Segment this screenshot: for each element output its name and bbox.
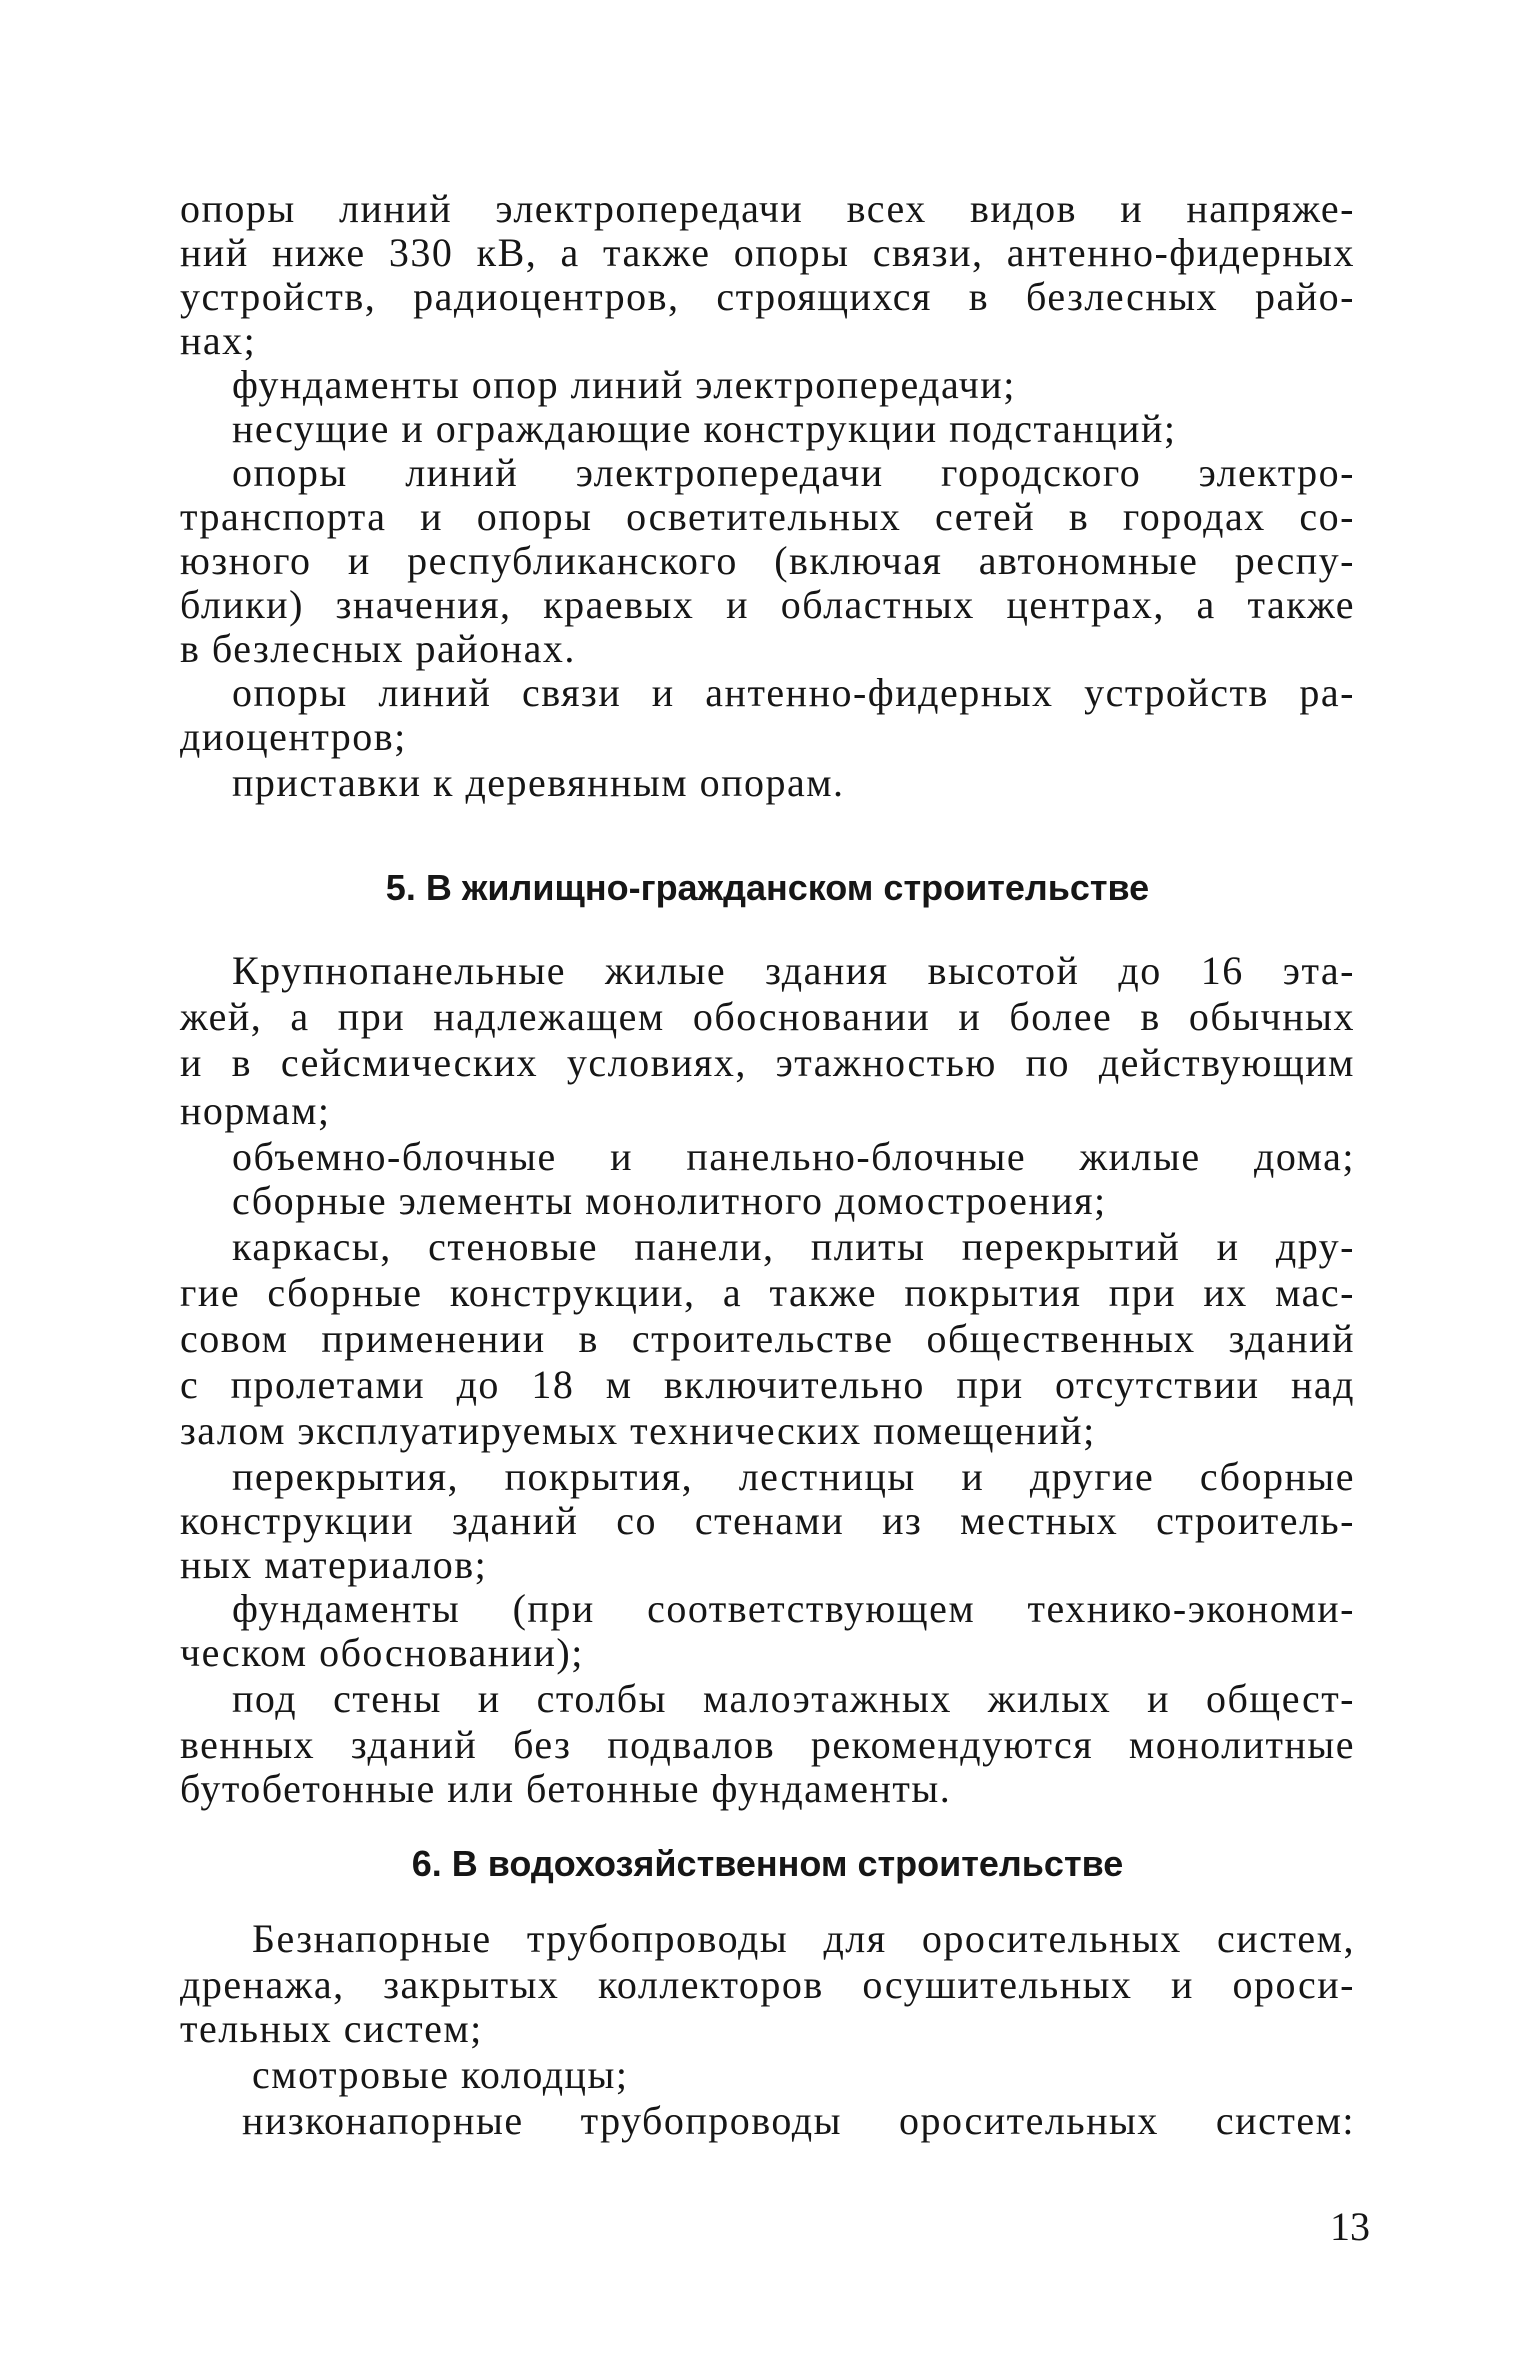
text-line: тельных систем;	[180, 2006, 483, 2051]
text-line: фундаменты опор линий электропередачи;	[232, 362, 1016, 407]
text-line: венных зданий без подвалов рекомендуются монолитные	[180, 1722, 1355, 1767]
text-line: опоры линий электропередачи всех видов и напряже-	[180, 186, 1355, 231]
section-heading: 5. В жилищно-гражданском строительстве	[385, 867, 1150, 908]
text-line: с пролетами до 18 м включительно при отсутствии над	[180, 1362, 1355, 1407]
text-line: ческом обосновании);	[180, 1630, 584, 1675]
text-line: жей, а при надлежащем обосновании и более в обычных	[180, 994, 1355, 1039]
text-line: ний ниже 330 кВ, а также опоры связи, антенно-фидерных	[180, 230, 1355, 275]
text-line: транспорта и опоры осветительных сетей в городах со-	[180, 494, 1355, 539]
text-line: приставки к деревянным опорам.	[232, 760, 845, 805]
section-heading: 6. В водохозяйственном строительстве	[411, 1843, 1124, 1884]
text-line: опоры линий связи и антенно-фидерных устройств ра-	[232, 670, 1355, 715]
text-line: и в сейсмических условиях, этажностью по действующим	[180, 1040, 1355, 1085]
text-line: несущие и ограждающие конструкции подстанций;	[232, 406, 1177, 451]
text-line: опоры линий электропередачи городского электро-	[232, 450, 1355, 495]
text-line: диоцентров;	[180, 714, 407, 759]
text-line: нормам;	[180, 1088, 331, 1133]
text-line: фундаменты (при соответствующем технико-экономи-	[232, 1586, 1355, 1631]
text-line: Крупнопанельные жилые здания высотой до 16 эта-	[232, 948, 1355, 993]
text-line: ных материалов;	[180, 1542, 488, 1587]
text-line: смотровые колодцы;	[252, 2052, 629, 2097]
text-line: блики) значения, краевых и областных центрах, а также	[180, 582, 1355, 627]
text-line: конструкции зданий со стенами из местных строитель-	[180, 1498, 1355, 1543]
text-line: сборные элементы монолитного домостроения;	[232, 1178, 1107, 1223]
text-line: нах;	[180, 318, 257, 363]
text-line: в безлесных районах.	[180, 626, 576, 671]
text-line: под стены и столбы малоэтажных жилых и общест-	[232, 1676, 1355, 1721]
text-line: устройств, радиоцентров, строящихся в безлесных райо-	[180, 274, 1355, 319]
text-line: бутобетонные или бетонные фундаменты.	[180, 1766, 952, 1811]
text-line: низконапорные трубопроводы оросительных систем:	[242, 2098, 1355, 2143]
text-line: дренажа, закрытых коллекторов осушительных и ороси-	[180, 1962, 1355, 2007]
text-line: юзного и республиканского (включая автономные респу-	[180, 538, 1355, 583]
text-line: каркасы, стеновые панели, плиты перекрытий и дру-	[232, 1224, 1355, 1269]
text-line: Безнапорные трубопроводы для оросительных систем,	[252, 1916, 1355, 1961]
text-line: объемно-блочные и панельно-блочные жилые дома;	[232, 1134, 1355, 1179]
text-line: перекрытия, покрытия, лестницы и другие сборные	[232, 1454, 1355, 1499]
page-number: 13	[1330, 2204, 1370, 2249]
text-line: гие сборные конструкции, а также покрытия при их мас-	[180, 1270, 1355, 1315]
text-line: совом применении в строительстве общественных зданий	[180, 1316, 1355, 1361]
text-line: залом эксплуатируемых технических помещений;	[180, 1408, 1096, 1453]
